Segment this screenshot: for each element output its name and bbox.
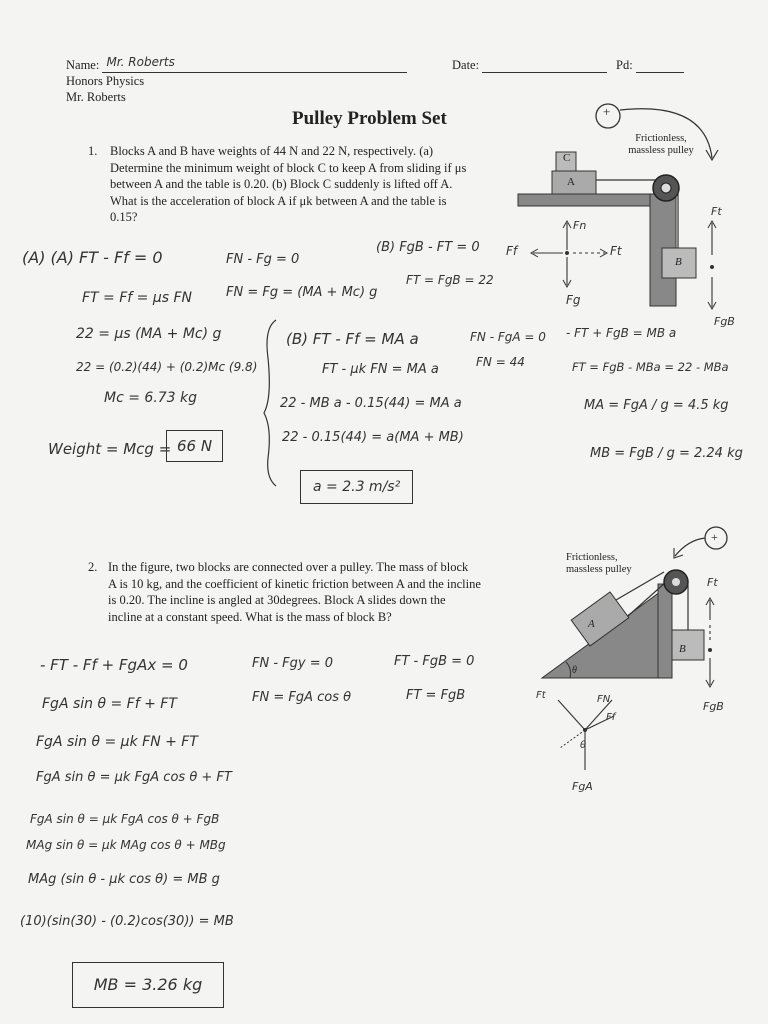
q2-work-8: (10)(sin(30) - (0.2)cos(30)) = MB (20, 914, 234, 929)
weight-answer-box: 66 N (166, 430, 223, 462)
q1b-line3: 22 - MB a - 0.15(44) = MA a (280, 396, 462, 411)
q2-fbd-ff: Ff (606, 712, 616, 723)
accel-answer-box: a = 2.3 m/s² (300, 470, 413, 504)
q1-text (110, 143, 520, 226)
q2-text (108, 559, 548, 625)
q2-number: 2. (88, 560, 98, 574)
q1-pulley-caption: Frictionless, massless pulley (628, 133, 694, 156)
fbd-fgb: FgB (714, 315, 735, 328)
q2-work-4: FgA sin θ = μk FgA cos θ + FT (36, 770, 232, 785)
date-label: Date: (452, 58, 480, 72)
q1-line: 0.15? (110, 210, 138, 224)
q1a-line1: (A) (A) FT - Ff = 0 (22, 248, 163, 267)
q1a-line4: 22 = (0.2)(44) + (0.2)Mc (9.8) (76, 360, 258, 374)
q1a-normal-2: FN = Fg = (MA + Mc) g (226, 285, 378, 300)
q1a-line5: Mc = 6.73 kg (104, 390, 198, 406)
q1-right-4: MB = FgB / g = 2.24 kg (590, 446, 743, 461)
q2-fbd-theta: θ (580, 740, 587, 751)
q2-normal-2: FN = FgA cos θ (252, 690, 352, 705)
q1-line: What is the acceleration of block A if μk between A and the table is (110, 193, 447, 208)
q1a-normal-1: FN - Fg = 0 (226, 252, 300, 267)
q1a-line3: 22 = μs (MA + Mc) g (76, 326, 222, 342)
q2-free-body-diagrams (530, 570, 750, 770)
q2-fbd-ft-left: Ft (536, 690, 546, 701)
fbd-ft: Ft (610, 244, 622, 258)
q1-line: Blocks A and B have weights of 44 N and 22 N, respectively. (a) (110, 144, 434, 158)
q1-right-3: MA = FgA / g = 4.5 kg (584, 398, 729, 413)
q2-tension-2: FT = FgB (406, 688, 466, 703)
teacher-name: Mr. Roberts (66, 90, 126, 104)
q2-plus-sign: + (711, 530, 718, 544)
date-field (452, 57, 607, 73)
q1a-line2: FT = Ff = μs FN (82, 290, 193, 306)
q2-fbd-fga: FgA (572, 780, 593, 793)
q1-line: Determine the minimum weight of block C to keep A from sliding if μs (110, 160, 467, 175)
name-label: Name: (66, 58, 100, 72)
q1-line: between A and the table is 0.20. (b) Block C suddenly is lifted off A. (110, 177, 453, 191)
q1b-line1: (B) FT - Ff = MA a (286, 330, 419, 348)
q2-work-5: FgA sin θ = μk FgA cos θ + FgB (30, 812, 220, 826)
fbd-fg: Fg (566, 293, 581, 307)
q1b-normal-1: FN - FgA = 0 (470, 330, 546, 344)
q2-fbd-fgb: FgB (703, 700, 724, 713)
name-field (66, 57, 407, 73)
q2-label-b: B (679, 643, 686, 655)
fbd-fn: Fn (573, 219, 587, 232)
part-b-bracket (262, 318, 278, 488)
name-handwritten: Mr. Roberts (106, 55, 175, 69)
q1b-normal-2: FN = 44 (476, 355, 525, 369)
name-line (102, 55, 407, 73)
q2-answer-box: MB = 3.26 kg (72, 962, 224, 1008)
q2-line: A is 10 kg, and the coefficient of kinetic friction between A and the incline (108, 576, 481, 591)
q1-free-body-diagrams (505, 215, 755, 330)
q1a-b-eq2: FT = FgB = 22 (406, 273, 494, 287)
page-title: Pulley Problem Set (292, 108, 447, 129)
q1b-line2: FT - μk FN = MA a (322, 362, 439, 377)
q2-line: incline at a constant speed. What is the mass of block B? (108, 609, 392, 624)
q2-normal-1: FN - Fgy = 0 (252, 656, 334, 671)
fbd-ft-b: Ft (711, 205, 722, 218)
q2-pulley-caption: Frictionless, massless pulley (566, 552, 632, 575)
q2-work-6: MAg sin θ = μk MAg cos θ + MBg (26, 838, 226, 852)
q1-plus-sign: + (603, 104, 611, 119)
q2-line: In the figure, two blocks are connected over a pulley. The mass of block (108, 560, 469, 574)
q1-right-2: FT = FgB - MBa = 22 - MBa (572, 360, 729, 374)
weight-label: Weight = Mcg = (48, 440, 172, 458)
q1b-line4: 22 - 0.15(44) = a(MA + MB) (282, 430, 464, 445)
q2-work-1: - FT - Ff + FgAx = 0 (40, 656, 188, 674)
q1-number: 1. (88, 144, 98, 158)
fbd-ff: Ff (506, 244, 518, 258)
q1a-b-eq1: (B) FgB - FT = 0 (376, 240, 480, 255)
pd-label: Pd: (616, 58, 633, 72)
q1-label-a: A (567, 176, 575, 188)
q2-work-7: MAg (sin θ - μk cos θ) = MB g (28, 872, 220, 887)
q1-right-1: - FT + FgB = MB a (566, 326, 677, 340)
q2-work-2: FgA sin θ = Ff + FT (42, 696, 177, 712)
q1-label-c: C (563, 152, 571, 164)
q2-fbd-fn: FN (597, 694, 611, 705)
course-name: Honors Physics (66, 74, 145, 88)
q2-fbd-ft: Ft (707, 576, 718, 589)
rotation-arrow-icon (675, 538, 705, 556)
pd-field (616, 57, 684, 73)
q2-work-3: FgA sin θ = μk FN + FT (36, 734, 198, 750)
q2-line: is 0.20. The incline is angled at 30degrees. Block A slides down the (108, 593, 446, 607)
q2-label-a: A (588, 618, 595, 630)
q2-tension-1: FT - FgB = 0 (394, 654, 475, 669)
q1-label-b: B (675, 256, 682, 268)
q2-label-theta: θ (572, 665, 577, 676)
